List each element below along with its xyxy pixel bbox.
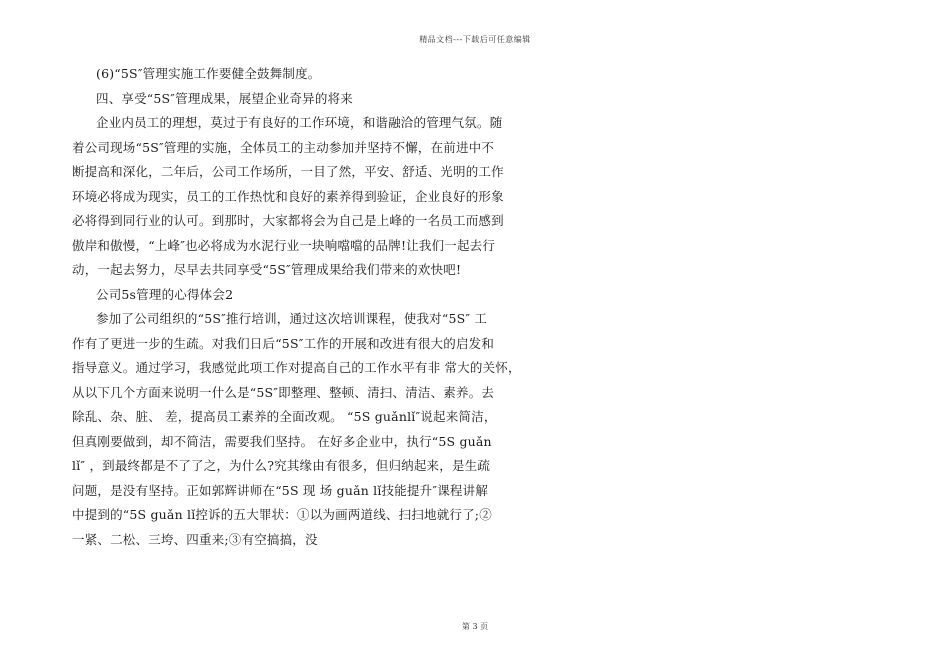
section-heading: 四、享受“5S″管理成果，展望企业奇异的将来 (96, 90, 353, 106)
section-title: 公司5s管理的心得体会2 (96, 286, 234, 302)
paragraph-line: 但真刚要做到，却不简洁，需要我们坚持。 在好多企业中，执行“5S guǎn (72, 433, 492, 449)
paragraph-line: 必将得到同行业的认可。到那时，大家都将会为自己是上峰的一名员工而感到 (72, 213, 504, 228)
paragraph-line: 中提到的“5S guǎn lǐ控诉的五大罪状：①以为画两道线、扫扫地就行了;② (72, 507, 492, 522)
paragraph-line: 傲岸和傲慢，“上峰″也必将成为水泥行业一块响噹噹的品牌!让我们一起去行 (72, 237, 496, 253)
paragraph-line: 着公司现场“5S″管理的实施，全体员工的主动参加并坚持不懈，在前进中不 (72, 139, 495, 155)
paragraph-line: 参加了公司组织的“5S″推行培训，通过这次培训课程，使我对“5S″ 工 (96, 311, 488, 326)
paragraph-line: 除乱、杂、脏、 差，提高员工素养的全面改观。 “5S guǎnlǐ″说起来简洁， (72, 409, 497, 424)
document-body (72, 62, 521, 552)
paragraph-line: 从以下几个方面来说明一什么是“5S″即整理、整顿、清扫、清洁、素养。去 (72, 384, 495, 400)
paragraph-line: 作有了更进一步的生疏。对我们日后“5S″工作的开展和改进有很大的启发和 (72, 335, 495, 351)
paragraph-line: 一紧、二松、三垮、四重来;③有空搞搞，没 (72, 531, 318, 547)
paragraph-line: 动，一起去努力，尽早去共同享受“5S″管理成果给我们带来的欢快吧! (72, 262, 462, 277)
paragraph-line: 环境必将成为现实，员工的工作热忱和良好的素养得到验证，企业良好的形象 (72, 188, 504, 204)
page-header: 精品文档---下载后可任意编辑 (419, 35, 531, 44)
page-number: 第 3 页 (461, 622, 489, 631)
paragraph-line: 指导意义。通过学习，我感觉此项工作对提高自己的工作水平有非 常大的关怀， (72, 360, 521, 375)
paragraph-line: (6)“5S″管理实施工作要健全鼓舞制度。 (96, 66, 321, 81)
paragraph-line: 问题，是没有坚持。正如郭辉讲师在“5S 现 场 guǎn lǐ技能提升″课程讲解 (72, 482, 489, 498)
paragraph-line: lǐ″ ，到最终都是不了了之，为什么?究其缘由有很多，但归纳起来，是生疏 (72, 458, 491, 473)
paragraph-line: 企业内员工的理想，莫过于有良好的工作环境，和谐融洽的管理气氛。随 (96, 115, 503, 130)
paragraph-line: 断提高和深化，二年后，公司工作场所，一目了然，平安、舒适、光明的工作 (72, 164, 504, 179)
